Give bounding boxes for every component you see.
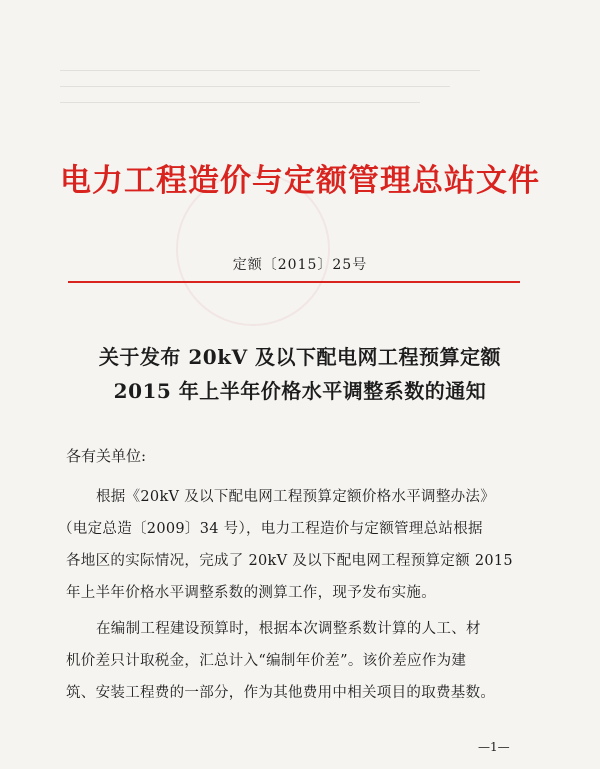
- notice-title-line-1: 关于发布 20kV 及以下配电网工程预算定额: [98, 345, 502, 369]
- body-line: 年上半年价格水平调整系数的测算工作，现予发布实施。: [66, 585, 436, 601]
- body-line: 筑、安装工程费的一部分，作为其他费用中相关项目的取费基数。: [66, 685, 496, 701]
- body-line: 机价差只计取税金，汇总计入“编制年价差”。该价差应作为建: [66, 653, 467, 669]
- body-line: （电定总造〔2009〕34 号），电力工程造价与定额管理总站根据: [58, 521, 483, 537]
- issuer-header-title: 电力工程造价与定额管理总站文件: [60, 163, 540, 199]
- bleed-through-mark: [60, 102, 420, 103]
- body-line: 各地区的实际情况，完成了 20kV 及以下配电网工程预算定额 2015: [66, 553, 513, 569]
- body-line: 在编制工程建设预算时，根据本次调整系数计算的人工、材: [96, 621, 481, 637]
- bleed-through-mark: [60, 86, 450, 87]
- addressee: 各有关单位:: [66, 447, 147, 465]
- red-separator-rule: [68, 281, 520, 283]
- page-number: —1—: [478, 740, 510, 754]
- document-number: 定额〔2015〕25号: [232, 257, 368, 273]
- bleed-through-mark: [60, 70, 480, 71]
- notice-title-line-2: 2015 年上半年价格水平调整系数的通知: [113, 379, 487, 403]
- body-line: 根据《20kV 及以下配电网工程预算定额价格水平调整办法》: [96, 489, 496, 505]
